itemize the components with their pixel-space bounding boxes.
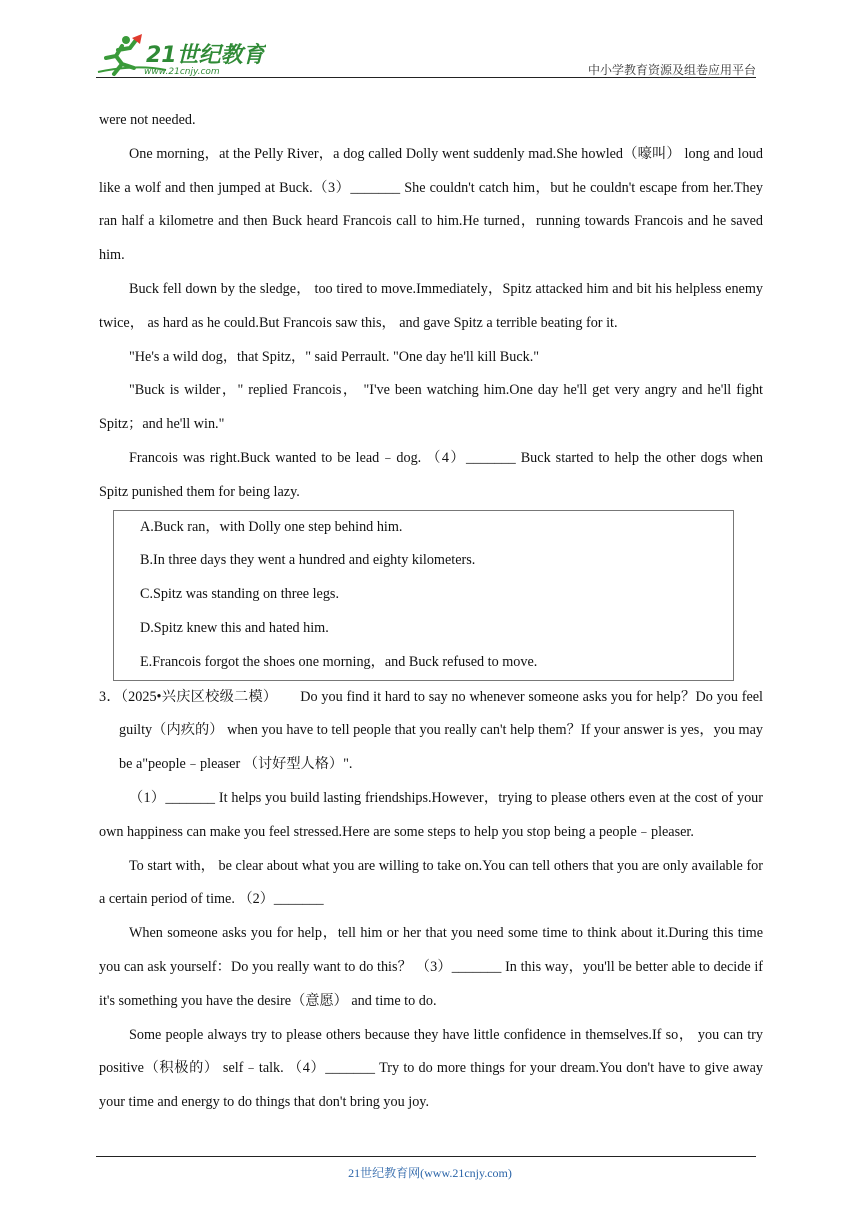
paragraph: （1）_______ It helps you build lasting friendships.However，trying to please others even at the cost of your own happiness can make you feel stressed.Here are some steps to help you stop being a people﹣pleaser. (99, 789, 763, 840)
question-3-intro (99, 681, 763, 782)
header-divider (96, 77, 756, 78)
paragraph: One morning，at the Pelly River，a dog called Dolly went suddenly mad.She howled（嚎叫） long and loud like a wolf and then jumped at Buck.（3）_______ She couldn't catch him，but he couldn't escape from her.They ran half a kilometre and then Buck heard Francois call to him.He turned，running towards Francois and he saved him. (99, 145, 763, 264)
svg-text:21世纪教育: 21世纪教育 (146, 43, 265, 68)
paragraph: were not needed. (99, 112, 196, 128)
paragraph: Buck fell down by the sledge， too tired to move.Immediately，Spitz attacked him and bit his helpless enemy twice， as hard as he could.But Francois saw this， and gave Spitz a terrible beating for it. (99, 280, 763, 331)
footer-divider (96, 1156, 756, 1157)
option-a: A.Buck ran，with Dolly one step behind him. (140, 518, 403, 535)
question-number: 3． (99, 688, 121, 705)
question-intro-text: Do you find it hard to say no whenever someone asks you for help？Do you feel guilty（内疚的） when you have to tell people that you really can't help them？If your answer is yes，you may be a"people﹣pleaser （讨好型人格）". (119, 688, 763, 773)
logo-runner-icon (96, 34, 266, 78)
logo (96, 34, 266, 78)
question-source: （2025•兴庆区校级二模） (120, 688, 278, 705)
paragraph: "Buck is wilder，" replied Francois， "I've been watching him.One day he'll get very angry and he'll fight Spitz；and he'll win." (99, 382, 763, 433)
option-d: D.Spitz knew this and hated him. (140, 619, 329, 636)
paragraph: Francois was right.Buck wanted to be lead﹣dog. （4）_______ Buck started to help the other dogs when Spitz punished them for being lazy. (99, 449, 763, 500)
paragraph: When someone asks you for help，tell him or her that you need some time to think about it.During this time you can ask yourself：Do you really want to do this？ （3）_______ In this way，you'll be better able to decide if it's something you have the desire（意愿） and time to do. (99, 925, 763, 1009)
options-box (113, 510, 734, 681)
option-c: C.Spitz was standing on three legs. (140, 586, 339, 603)
page-header (96, 28, 756, 80)
footer-link[interactable]: 21世纪教育网(www.21cnjy.com) (348, 1166, 512, 1180)
platform-label: 中小学教育资源及组卷应用平台 (587, 63, 756, 77)
svg-text:www.21cnjy.com: www.21cnjy.com (144, 67, 220, 77)
paragraph: "He's a wild dog，that Spitz，" said Perrault. "One day he'll kill Buck." (129, 348, 540, 365)
option-e: E.Francois forgot the shoes one morning，and Buck refused to move. (140, 653, 538, 670)
paragraph: To start with， be clear about what you are willing to take on.You can tell others that you are only available for a certain period of time. （2）_______ (99, 857, 763, 908)
paragraph: Some people always try to please others because they have little confidence in themselves.If so， you can try positive（积极的） self﹣talk. （4）_______ Try to do more things for your dream.You don't have to give away your time and energy to do things that don't bring you joy. (99, 1026, 763, 1111)
document-body (99, 104, 763, 1120)
option-b: B.In three days they went a hundred and eighty kilometers. (140, 552, 476, 569)
